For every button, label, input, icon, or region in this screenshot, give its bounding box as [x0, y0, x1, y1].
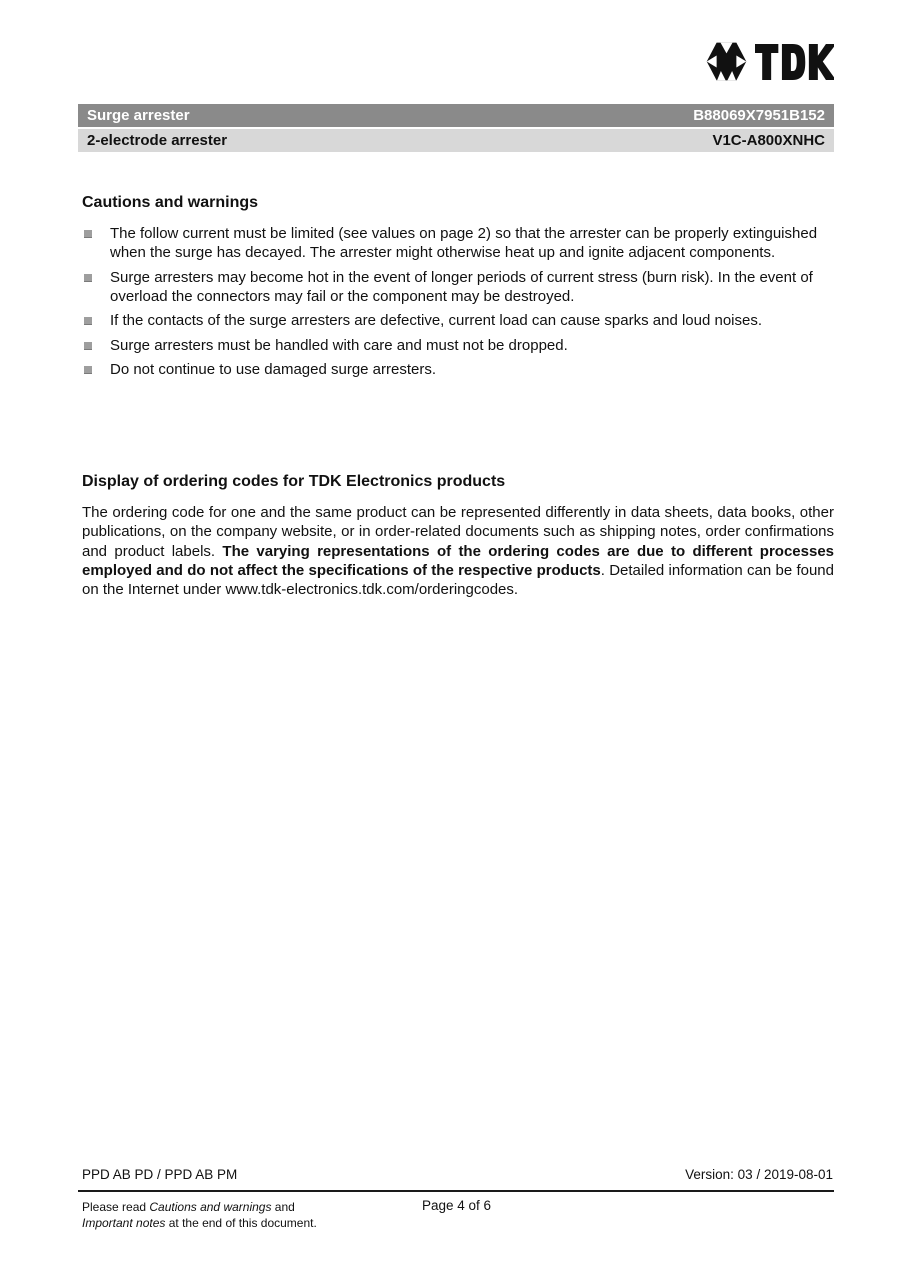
ordering-text-url: . Detailed information can be found on the Internet under www.tdk-electronics.tdk.com/orderingcodes. — [82, 562, 834, 599]
caution-item — [82, 336, 834, 355]
caution-item — [82, 224, 834, 263]
caution-item — [82, 268, 834, 307]
caution-item — [82, 311, 834, 330]
bullet-square-icon — [84, 342, 92, 350]
caution-text: If the contacts of the surge arresters are defective, current load can cause sparks and loud noises. — [110, 312, 763, 330]
header-bar-product-family — [78, 104, 834, 127]
cautions-section — [82, 194, 834, 384]
cautions-title: Cautions and warnings — [82, 194, 259, 211]
note-italic-cautions: Cautions and warnings — [149, 1200, 272, 1214]
tdk-logo — [705, 40, 834, 83]
footer-meta-row — [82, 1167, 833, 1182]
note-text: at the end of this document. — [165, 1216, 317, 1230]
department-code: PPD AB PD / PPD AB PM — [82, 1167, 238, 1182]
bullet-square-icon — [84, 274, 92, 282]
footer-note-line2 — [82, 1215, 834, 1231]
caution-text: Do not continue to use damaged surge arresters. — [110, 361, 437, 379]
bullet-square-icon — [84, 230, 92, 238]
note-text: Please read — [82, 1200, 150, 1214]
product-type-label: 2-electrode arrester — [87, 132, 228, 149]
caution-text: Surge arresters may become hot in the event of longer periods of current stress (burn risk). In the event of overload the connectors may fail or the component may be destroyed. — [110, 268, 813, 306]
caution-text: Surge arresters must be handled with care and must not be dropped. — [110, 336, 568, 354]
ordering-text-bold: The varying representations of the ordering codes are due to different processes employed and do not affect the specifications of the respective products — [82, 542, 834, 580]
footer-divider — [78, 1190, 834, 1192]
note-text: and — [271, 1200, 295, 1214]
note-italic-important: Important notes — [82, 1216, 166, 1230]
ordering-code: B88069X7951B152 — [693, 107, 825, 124]
ordering-text-normal: The ordering code for one and the same product can be represented differently in data sheets, data books, other publications, on the company website, or in order-related documents such as shipping notes, order confirmations and product labels. — [82, 504, 834, 560]
header-bar-product-type — [78, 129, 834, 152]
caution-text: The follow current must be limited (see values on page 2) so that the arrester can be properly extinguished when the surge has decayed. The arrester might otherwise heat up and ignite adjacent components. — [110, 225, 818, 262]
type-designation: V1C-A800XNHC — [712, 132, 825, 149]
ordering-codes-section — [82, 473, 834, 600]
version-date: Version: 03 / 2019-08-01 — [685, 1167, 833, 1182]
footer-note-row — [82, 1199, 834, 1231]
page-number: Page 4 of 6 — [422, 1198, 492, 1213]
cautions-list — [82, 224, 834, 379]
caution-item — [82, 360, 834, 379]
ordering-codes-paragraph — [82, 503, 834, 600]
bullet-square-icon — [84, 366, 92, 374]
bullet-square-icon — [84, 317, 92, 325]
tdk-hexagon-mark-icon — [705, 40, 748, 83]
product-family-label: Surge arrester — [87, 107, 190, 124]
ordering-codes-title: Display of ordering codes for TDK Electronics products — [82, 473, 506, 490]
tdk-wordmark-icon — [755, 44, 834, 80]
